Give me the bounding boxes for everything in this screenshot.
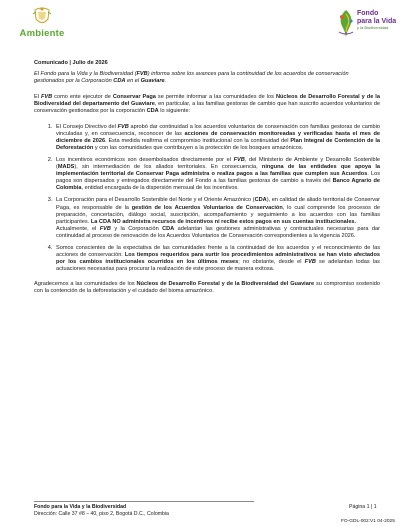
fondo-vida-logo [335, 8, 407, 46]
fondo-brand-line3: y la Biodiversidad [357, 25, 389, 30]
closing-paragraph: Agradecemos a las comunidades de los Núcleos de Desarrollo Forestal y de la Biodiversidad del Guaviare su compromiso sostenido con la contención de la deforestación y el cuidado del bioma amazónico. [34, 281, 380, 295]
footer-address: Dirección: Calle 37 #8 – 40, piso 2, Bogotá D.C., Colombia [34, 510, 169, 517]
document-code: FO-GDL-002:V1 04-2025 [341, 519, 395, 524]
communique-date: Comunicado | Julio de 2026 [34, 60, 108, 66]
footer-info [34, 504, 169, 517]
fondo-vida-brand [357, 10, 396, 31]
footer-divider [34, 501, 254, 502]
list-item: 4. Somos conscientes de la expectativa de las comunidades frente a la continuidad de los acuerdos y el reconocimiento de las acciones de conservación. Los tiempos requeridos para surtir los procedimientos administrativos se han visto afectados por los cambios institucionales ocurridos en los últimos meses; no obstante, desde el FVB se adelantan todas las actuaciones necesarias para procurar la realización de este proceso de manera exitosa. [54, 245, 380, 273]
fondo-brand-line2: para la Vida [357, 17, 397, 25]
list-item-continuation: Actualmente, el FVB y la Corporación CDA adelantan las gestiones administrativas y contractuales necesarias para dar continuidad al proceso de renovación de los Acuerdos Voluntarios de Conservación correspondientes a la vigencia 2026. [56, 225, 380, 239]
main-paragraph: El FVB como ente ejecutor de Conservar Paga se permite informar a las comunidades de los Núcleos de Desarrollo Forestal y de la Biodiversidad del departamento del Guaviare, en particular, a las familias gestoras de cambio que han suscrito acuerdos voluntarios de conservación gestionados por la corporación CDA lo siguiente: [34, 94, 380, 115]
page-number: Página 1 | 1 [349, 504, 377, 510]
list-item: 2. Los incentivos económicos son desembolsados directamente por el FVB, del Ministerio de Ambiente y Desarrollo Sostenible (MADS), sin intermediación de los aliados territoriales. En consecuencia, ninguna de las entidades que apoya la implementación territorial de Conservar Paga administra o realiza pagos a las familias que cumplen sus Acuerdos. Los pagos son dispersados y entregados directamente del Fondo a las familias gestoras de cambio a través del Banco Agrario de Colombia, entidad encargada de la dispersión mensual de los incentivos. [54, 157, 380, 192]
ministry-logo [18, 6, 66, 39]
colombia-crest-icon [32, 6, 52, 28]
fondo-vida-logo-icon [335, 8, 357, 40]
fondo-brand-line1: Fondo [357, 10, 379, 17]
numbered-list [34, 124, 380, 274]
list-item: 1. El Consejo Directivo del FVB aprobó dar continuidad a los acuerdos voluntarios de conservación con familias gestoras de cambio vinculadas y, en consecuencia, reconocer de las acciones de conservación monitoreadas y verificadas hasta el mes de diciembre de 2026. Esta medida reafirma el compromiso institucional con la continuidad del Plan Integral de Contención de la Deforestación y con las comunidades que contribuyen a la protección de los bosques amazónicos. [54, 124, 380, 152]
footer-org-name: Fondo para la Vida y la Biodiversidad [34, 504, 127, 510]
intro-paragraph: El Fondo para la Vida y la Biodiversidad (FVB) informa sobre los avances para la continuidad de los acuerdos de conservación gestionados por la Corporación CDA en el Guaviare. [34, 71, 349, 85]
document-body [34, 60, 380, 296]
ambiente-brand: Ambiente [19, 28, 65, 39]
list-item: 3. La Corporación para el Desarrollo Sostenible del Norte y el Oriente Amazónico (CDA), en calidad de aliado territorial de Conservar Paga, es responsable de la gestión de los Acuerdos Voluntarios de Conservación, lo cual comprende los procesos de preparación, concertación, diálogo social, suscripción, acompañamiento y seguimiento a los acuerdos con las familias participantes. La CDA NO administra recursos de incentivos ni recibe estos pagos en sus cuentas institucionales. Actualmente, el FVB y la Corporación CDA adelantan las gestiones administrativas y contractuales necesarias para dar continuidad al proceso de renovación de los Acuerdos Voluntarios de Conservación correspondientes a la vigencia 2026. [54, 197, 380, 240]
